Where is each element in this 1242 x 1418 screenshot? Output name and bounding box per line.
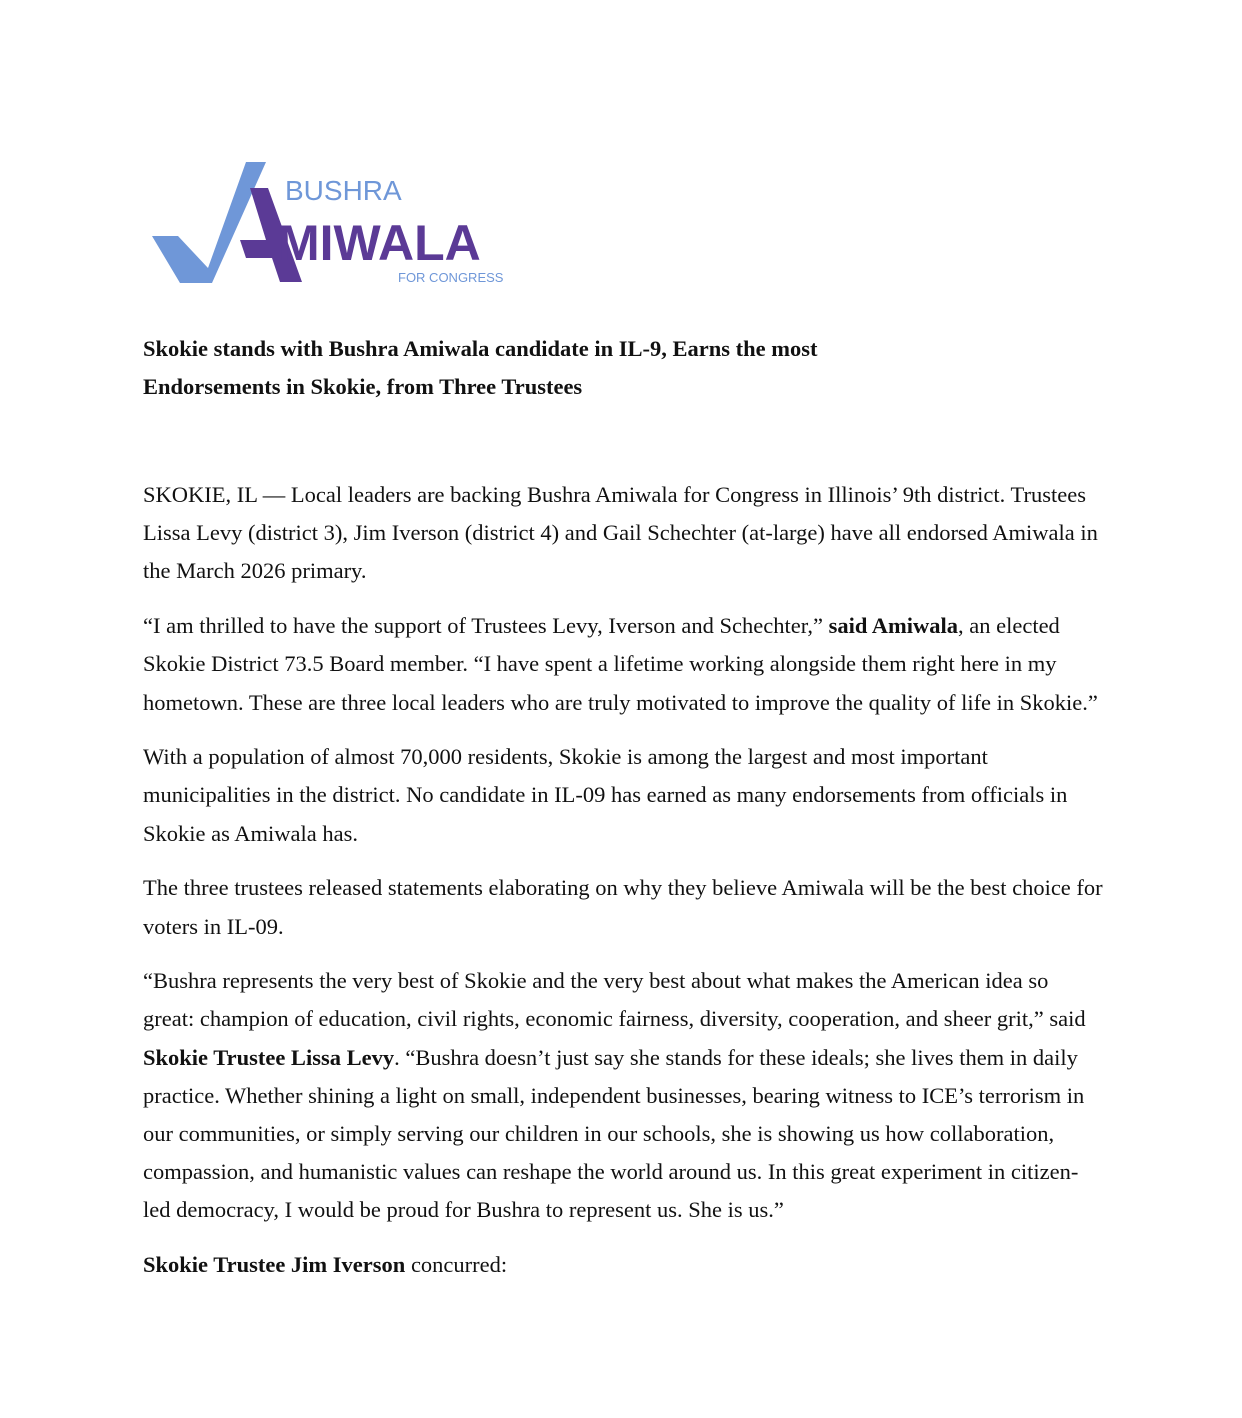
press-release-headline [143, 330, 1103, 406]
headline-line-1: Skokie stands with Bushra Amiwala candidate in IL-9, Earns the most [143, 336, 818, 361]
press-release-body [143, 476, 1103, 1301]
speaker-name: Skokie Trustee Jim Iverson [143, 1252, 406, 1278]
paragraph-levy-quote [143, 962, 1103, 1229]
quote-text: , an elected Skokie District 73.5 Board member. “I have spent a lifetime working alongside them right here in my hometown. These are three local leaders who are truly motivated to improve the quality of life in Skokie.” [143, 613, 1098, 715]
intro-text: concurred: [405, 1252, 508, 1278]
quote-text: “I am thrilled to have the support of Trustees Levy, Iverson and Schechter,” [143, 613, 829, 639]
campaign-logo [150, 160, 530, 290]
logo-checkmark [152, 162, 266, 283]
paragraph-iverson-intro [143, 1246, 1103, 1284]
logo-name-main: MIWALA [278, 215, 481, 271]
quote-text: “Bushra represents the very best of Skokie and the very best about what makes the American idea so great: champion of education, civil rights, economic fairness, diversity, cooperation, and sheer grit,” said [143, 968, 1086, 1032]
speaker-name: said Amiwala [828, 613, 958, 639]
quote-text: . “Bushra doesn’t just say she stands for these ideals; she lives them in daily practice. Whether shining a light on small, independent businesses, bearing witness to ICE’s terrorism in our communities, or simply serving our children in our schools, she is showing us how collaboration, compassion, and humanistic values can reshape the world around us. In this great experiment in citizen-led democracy, I would be proud for Bushra to represent us. She is us.” [143, 1044, 1085, 1223]
paragraph-amiwala-quote [143, 607, 1103, 722]
logo-name-top: BUSHRA [285, 175, 402, 206]
speaker-name: Skokie Trustee Lissa Levy [143, 1044, 395, 1070]
paragraph-population: With a population of almost 70,000 residents, Skokie is among the largest and most important municipalities in the district. No candidate in IL-09 has earned as many endorsements from officials in Skokie as Amiwala has. [143, 744, 1068, 846]
paragraph-dateline: SKOKIE, IL — Local leaders are backing Bushra Amiwala for Congress in Illinois’ 9th district. Trustees Lissa Levy (district 3), Jim Iverson (district 4) and Gail Schechter (at-large) have all endorsed Amiwala in the March 2026 primary. [143, 482, 1098, 584]
paragraph-trustees-statements: The three trustees released statements elaborating on why they believe Amiwala will be the best choice for voters in IL-09. [143, 875, 1103, 939]
headline-line-2: Endorsements in Skokie, from Three Trustees [143, 374, 583, 399]
logo-tagline: FOR CONGRESS [398, 270, 504, 285]
